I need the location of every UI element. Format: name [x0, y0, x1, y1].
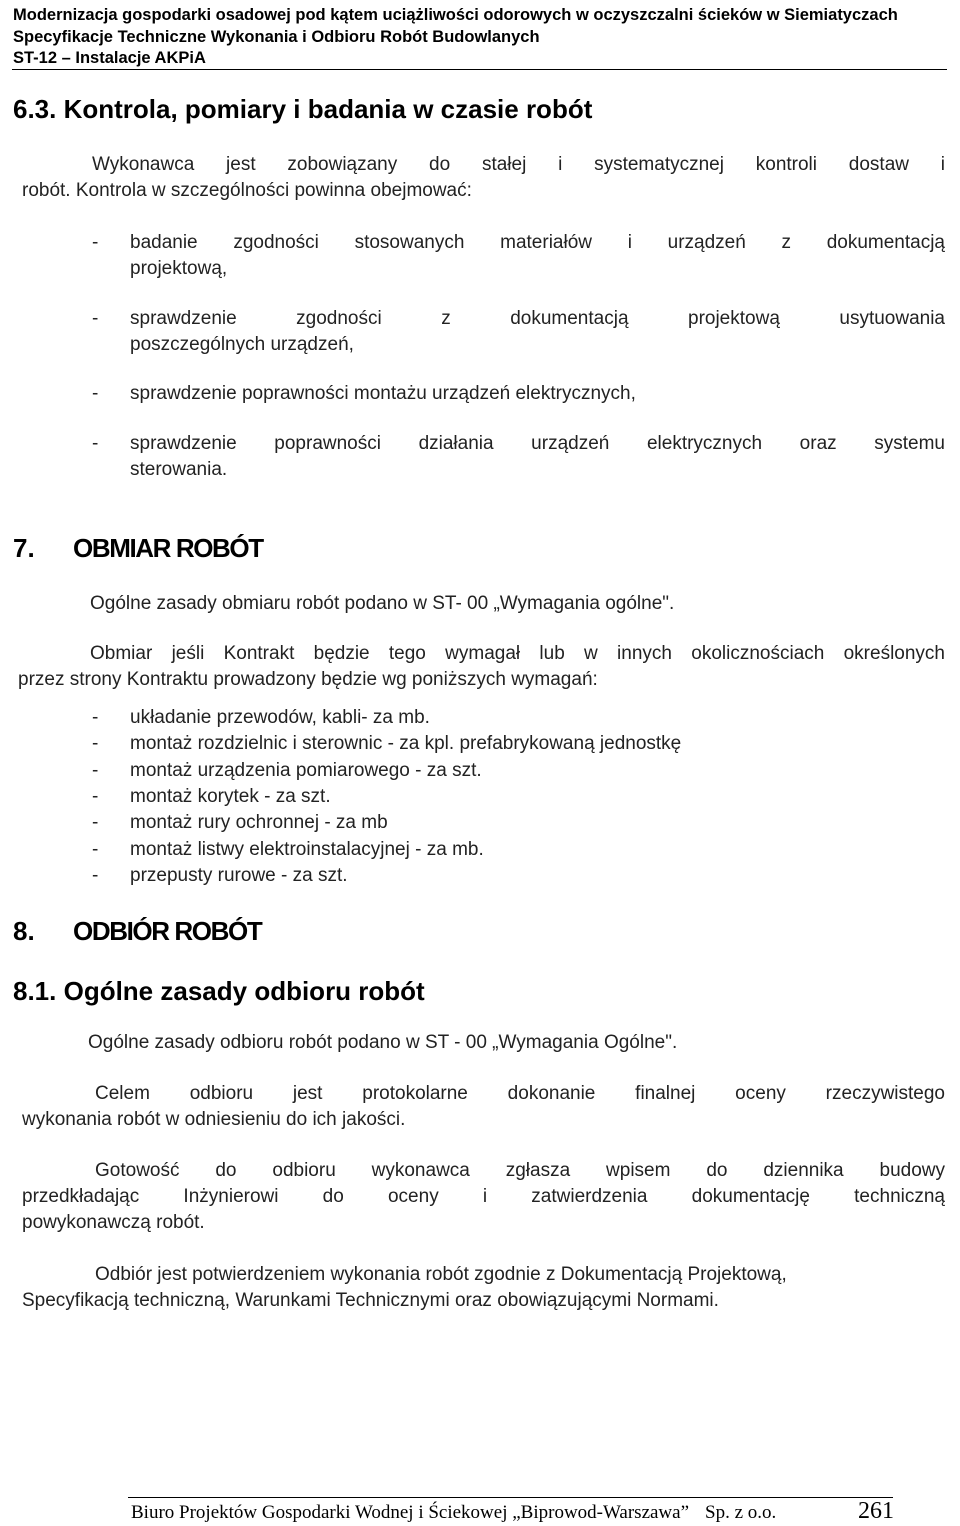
- section-8-title: ODBIÓR ROBÓT: [73, 916, 262, 946]
- list-dash: -: [92, 865, 99, 886]
- footer-organization: [131, 1500, 776, 1526]
- section-6-3-intro-line1: Wykonawca jest zobowiązany do stałej i systematycznej kontroli dostaw i: [92, 154, 945, 175]
- bullet-4-line1: sprawdzenie poprawności działania urządzeń elektrycznych oraz systemu: [130, 433, 945, 454]
- bullet-3-line1: sprawdzenie poprawności montażu urządzeń elektrycznych,: [130, 383, 636, 404]
- bullet-2-line1: sprawdzenie zgodności z dokumentacją projektową usytuowania: [130, 308, 945, 329]
- list-dash: -: [92, 839, 99, 860]
- bullet-dash: -: [92, 383, 99, 404]
- list-dash: -: [92, 733, 99, 754]
- list-item: montaż korytek - za szt.: [130, 786, 331, 807]
- list-dash: -: [92, 760, 99, 781]
- list-item: montaż rury ochronnej - za mb: [130, 812, 388, 833]
- bullet-dash: -: [92, 232, 99, 253]
- list-item: przepusty rurowe - za szt.: [130, 865, 348, 886]
- section-8-1-paragraph-3-line3: powykonawczą robót.: [22, 1212, 205, 1233]
- section-8-number: 8.: [13, 916, 35, 946]
- bullet-4-line2: sterowania.: [130, 459, 228, 480]
- section-7-paragraph-1: Ogólne zasady obmiaru robót podano w ST- 00 „Wymagania ogólne".: [90, 593, 675, 614]
- footer-org-name: Biuro Projektów Gospodarki Wodnej i Ściekowej „Biprowod-Warszawa”: [131, 1502, 690, 1523]
- header-title: Modernizacja gospodarki osadowej pod kątem uciążliwości odorowych w oczyszczalni ścieków w Siemiatyczach: [13, 6, 898, 24]
- list-dash: -: [92, 786, 99, 807]
- section-8-1-paragraph-3-line2: przedkładając Inżynierowi do oceny i zatwierdzenia dokumentację techniczną: [22, 1186, 945, 1207]
- list-item: układanie przewodów, kabli- za mb.: [130, 707, 430, 728]
- section-8-1-paragraph-2-line2: wykonania robót w odniesieniu do ich jakości.: [22, 1109, 406, 1130]
- bullet-1-line2: projektową,: [130, 258, 228, 279]
- section-7-paragraph-2-line2: przez strony Kontraktu prowadzony będzie wg poniższych wymagań:: [18, 669, 598, 690]
- section-7-paragraph-2-line1: Obmiar jeśli Kontrakt będzie tego wymagał lub w innych okolicznościach określonych: [90, 643, 945, 664]
- header-subtitle: Specyfikacje Techniczne Wykonania i Odbioru Robót Budowlanych: [13, 28, 540, 46]
- header-divider: [12, 69, 947, 70]
- page-number: 261: [858, 1498, 894, 1524]
- section-7-number: 7.: [13, 533, 35, 563]
- section-8-1-paragraph-1: Ogólne zasady odbioru robót podano w ST - 00 „Wymagania Ogólne".: [88, 1032, 678, 1053]
- bullet-1-line1: badanie zgodności stosowanych materiałów i urządzeń z dokumentacją: [130, 232, 945, 253]
- header-spec-code: ST-12 – Instalacje AKPiA: [13, 49, 206, 67]
- section-8-1-paragraph-4-line1: Odbiór jest potwierdzeniem wykonania robót zgodnie z Dokumentacją Projektową,: [95, 1264, 787, 1285]
- bullet-2-line2: poszczególnych urządzeń,: [130, 334, 354, 355]
- bullet-dash: -: [92, 308, 99, 329]
- section-7-title: OBMIAR ROBÓT: [73, 533, 263, 563]
- list-dash: -: [92, 707, 99, 728]
- section-8-heading: [13, 915, 261, 947]
- footer-divider: [128, 1497, 893, 1498]
- list-dash: -: [92, 812, 99, 833]
- section-8-1-heading: 8.1. Ogólne zasady odbioru robót: [13, 976, 425, 1006]
- footer-org-suffix: Sp. z o.o.: [705, 1502, 777, 1523]
- list-item: montaż rozdzielnic i sterownic - za kpl. prefabrykowaną jednostkę: [130, 733, 682, 754]
- list-item: montaż listwy elektroinstalacyjnej - za mb.: [130, 839, 484, 860]
- list-item: montaż urządzenia pomiarowego - za szt.: [130, 760, 482, 781]
- section-8-1-paragraph-2-line1: Celem odbioru jest protokolarne dokonanie finalnej oceny rzeczywistego: [95, 1083, 945, 1104]
- section-6-3-heading: 6.3. Kontrola, pomiary i badania w czasie robót: [13, 94, 593, 124]
- bullet-dash: -: [92, 433, 99, 454]
- section-7-heading: [13, 532, 263, 564]
- section-6-3-intro-line2: robót. Kontrola w szczególności powinna obejmować:: [22, 180, 472, 201]
- section-8-1-paragraph-3-line1: Gotowość do odbioru wykonawca zgłasza wpisem do dziennika budowy: [95, 1160, 945, 1181]
- section-8-1-paragraph-4-line2: Specyfikacją techniczną, Warunkami Technicznymi oraz obowiązującymi Normami.: [22, 1290, 719, 1311]
